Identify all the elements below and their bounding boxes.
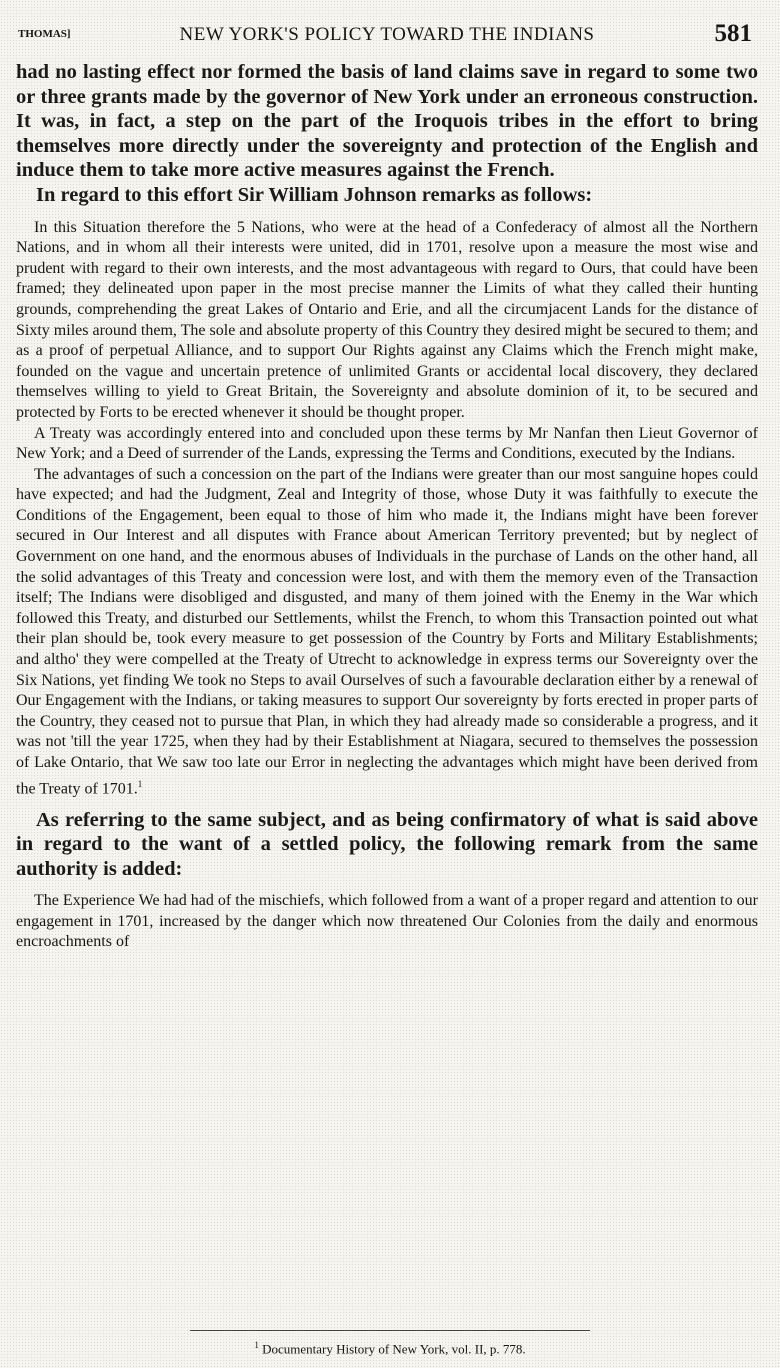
paragraph-2: In regard to this effort Sir William Johnson remarks as follows: (36, 183, 593, 206)
quote-paragraph-1: In this Situation therefore the 5 Nations, who were at the head of a Confederacy of almost all the Northern Nations, and in whom all their interests were united, did in 1701, resolve upon a measure the most wise and prudent with regard to their own interests, and the most advantageous with regard to Ours, that could have been framed; they delineated upon paper in the most precise manner the Limits of what they called their hunting grounds, comprehending the great Lakes of Ontario and Erie, and all the circumjacent Lands for the distance of Sixty miles around them, The sole and absolute property of this Country they desired might be secured to them; and as a proof of perpetual Alliance, and to support Our Rights against any Claims which the French might make, founded on the vague and uncertain pretence of unlimited Grants or accidental local discovery, they declared themselves willing to yield to Great Britain, the Sovereignty and absolute dominion of it, to be secured and protected by Forts to be erected whenever it should be thought proper. (16, 218, 758, 421)
running-header (16, 20, 758, 60)
paragraph-3: As referring to the same subject, and as being confirmatory of what is said above in regard to the want of a settled policy, the following remark from the same authority is added: (16, 808, 758, 880)
paragraph-1: had no lasting effect nor formed the basis of land claims save in regard to some two or three grants made by the governor of New York under an erroneous construction. It was, in fact, a step on the part of the Iroquois tribes in the effort to bring themselves more directly under the sovereignty and protection of the English and induce them to take more active measures against the French. (16, 61, 758, 182)
header-title: NEW YORK'S POLICY TOWARD THE INDIANS (179, 24, 595, 45)
quote-paragraph-4: The Experience We had had of the mischiefs, which followed from a want of a proper regard and attention to our engagement in 1701, increased by the danger which now threatened Our Colonies from the daily and enormous encroachments of (16, 892, 758, 951)
footnote (0, 1340, 780, 1357)
footnote-rule (190, 1330, 590, 1331)
quote-paragraph-3 (16, 465, 758, 800)
footnote-reference: 1 (137, 778, 143, 789)
page-number: 581 (714, 20, 752, 47)
header-author: THOMAS] (18, 28, 71, 40)
footnote-marker: 1 (254, 1340, 259, 1350)
quote-paragraph-2: A Treaty was accordingly entered into and concluded upon these terms by Mr Nanfan then Lieut Governor of New York; and a Deed of surrender of the Lands, expressing the Terms and Conditions, executed by the Indians. (16, 424, 758, 463)
footnote-text: Documentary History of New York, vol. II, p. 778. (262, 1341, 526, 1357)
quote-paragraph-3-text: The advantages of such a concession on the part of the Indians were greater than our most sanguine hopes could have expected; and had the Judgment, Zeal and Integrity of those, whose Duty it was faithfully to execute the Conditions of the Engagement, been equal to those of him who made it, the Indians might have been forever secured in Our Interest and all disputes with France about American Territory prevented; but by neglect of Government on one hand, and the enormous abuses of Individuals in the purchase of Lands on the other hand, all the solid advantages of this Treaty and concession were lost, and with them the memory even of the Transaction itself; The Indians were disobliged and disgusted, and many of them joined with the Enemy in the War which followed this Treaty, and disturbed our Settlements, whilst the French, to whom this Transaction pointed out what their plan should be, took every measure to get possession of the Country by Forts and Military Establishments; and altho' they were compelled at the Treaty of Utrecht to acknowledge in express terms our Sovereignty over the Six Nations, yet finding We took no Steps to avail Ourselves of such a favourable declaration either by a renewal of Our Engagement with the Indians, or taking measures to support Our sovereignty by forts erected in proper parts of the Country, they ceased not to pursue that Plan, in which they had already made so considerable a progress, and it was not 'till the year 1725, when they had by their Establishment at Niagara, secured to themselves the possession of Lake Ontario, that We saw too late our Error in neglecting the advantages which might have been derived from the Treaty of 1701. (16, 465, 758, 797)
